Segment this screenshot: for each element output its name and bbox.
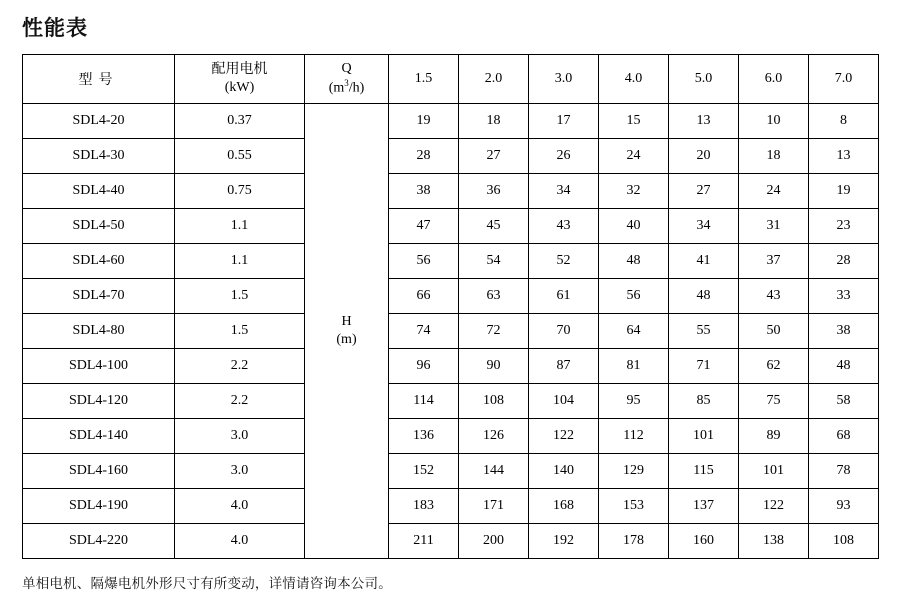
cell-head-1: 19 <box>389 104 459 139</box>
table-row <box>23 524 879 559</box>
cell-head-7: 58 <box>809 384 879 419</box>
cell-head-4: 153 <box>599 489 669 524</box>
cell-model: SDL4-60 <box>23 244 175 279</box>
cell-motor: 1.1 <box>175 209 305 244</box>
column-header-flow-unit: $(m^3/h)$ <box>328 78 365 96</box>
cell-motor: 2.2 <box>175 349 305 384</box>
column-header-flow-symbol: Q <box>341 60 352 76</box>
cell-head-7: 48 <box>809 349 879 384</box>
cell-model: SDL4-140 <box>23 419 175 454</box>
cell-head-4: 178 <box>599 524 669 559</box>
cell-head-6: 37 <box>739 244 809 279</box>
column-header-motor <box>175 55 305 104</box>
cell-head-3: 26 <box>529 139 599 174</box>
footnote: 单相电机、隔爆电机外形尺寸有所变动，详情请咨询本公司。 <box>22 576 392 591</box>
cell-head-4: 112 <box>599 419 669 454</box>
table-row <box>23 454 879 489</box>
cell-head-1: 66 <box>389 279 459 314</box>
cell-head-2: 90 <box>459 349 529 384</box>
cell-motor: 0.55 <box>175 139 305 174</box>
cell-head-7: 38 <box>809 314 879 349</box>
cell-model: SDL4-220 <box>23 524 175 559</box>
cell-head-3: 122 <box>529 419 599 454</box>
table-row <box>23 489 879 524</box>
cell-head-4: 15 <box>599 104 669 139</box>
cell-motor: 1.1 <box>175 244 305 279</box>
cell-motor: 4.0 <box>175 489 305 524</box>
header-row <box>23 55 879 104</box>
cell-model: SDL4-120 <box>23 384 175 419</box>
cell-head-3: 192 <box>529 524 599 559</box>
cell-head-6: 18 <box>739 139 809 174</box>
cell-head-7: 33 <box>809 279 879 314</box>
cell-head-1: 28 <box>389 139 459 174</box>
cell-head-6: 75 <box>739 384 809 419</box>
cell-head-5: 160 <box>669 524 739 559</box>
cell-motor: 1.5 <box>175 314 305 349</box>
cell-head-6: 122 <box>739 489 809 524</box>
cell-model: SDL4-30 <box>23 139 175 174</box>
cell-head-1: 38 <box>389 174 459 209</box>
cell-motor: 2.2 <box>175 384 305 419</box>
cell-head-6: 138 <box>739 524 809 559</box>
cell-head-3: 52 <box>529 244 599 279</box>
table-row <box>23 139 879 174</box>
cell-head-6: 31 <box>739 209 809 244</box>
cell-head-7: 23 <box>809 209 879 244</box>
column-header-motor-line1: 配用电机 <box>211 61 268 77</box>
cell-head-2: 27 <box>459 139 529 174</box>
cell-head-2: 108 <box>459 384 529 419</box>
cell-head-5: 41 <box>669 244 739 279</box>
cell-head-2: 126 <box>459 419 529 454</box>
cell-head-7: 28 <box>809 244 879 279</box>
performance-table <box>22 54 879 559</box>
cell-head-5: 85 <box>669 384 739 419</box>
cell-head-5: 34 <box>669 209 739 244</box>
cell-head-3: 104 <box>529 384 599 419</box>
cell-head-1: 152 <box>389 454 459 489</box>
column-header-flow-7: 7.0 <box>809 55 879 104</box>
table-row <box>23 209 879 244</box>
cell-head-6: 50 <box>739 314 809 349</box>
table-row <box>23 174 879 209</box>
cell-head-7: 68 <box>809 419 879 454</box>
cell-head-2: 63 <box>459 279 529 314</box>
cell-head-2: 171 <box>459 489 529 524</box>
cell-head-1: 74 <box>389 314 459 349</box>
cell-head-3: 61 <box>529 279 599 314</box>
cell-head-1: 136 <box>389 419 459 454</box>
cell-head-6: 43 <box>739 279 809 314</box>
cell-model: SDL4-50 <box>23 209 175 244</box>
cell-head-1: 47 <box>389 209 459 244</box>
column-header-flow-3: 3.0 <box>529 55 599 104</box>
head-label-symbol: H <box>341 313 352 329</box>
cell-head-1: 211 <box>389 524 459 559</box>
cell-head-2: 54 <box>459 244 529 279</box>
cell-head-6: 89 <box>739 419 809 454</box>
column-header-flow-6: 6.0 <box>739 55 809 104</box>
table-row <box>23 244 879 279</box>
cell-head-2: 45 <box>459 209 529 244</box>
cell-motor: 0.75 <box>175 174 305 209</box>
cell-motor: 3.0 <box>175 419 305 454</box>
cell-head-2: 18 <box>459 104 529 139</box>
column-header-flow <box>305 55 389 104</box>
cell-head-4: 56 <box>599 279 669 314</box>
page-title: 性能表 <box>22 17 88 40</box>
cell-head-5: 13 <box>669 104 739 139</box>
table-body <box>23 104 879 559</box>
column-header-flow-2: 2.0 <box>459 55 529 104</box>
cell-head-3: 140 <box>529 454 599 489</box>
cell-model: SDL4-80 <box>23 314 175 349</box>
cell-head-1: 114 <box>389 384 459 419</box>
cell-head-3: 43 <box>529 209 599 244</box>
cell-head-7: 108 <box>809 524 879 559</box>
cell-head-4: 24 <box>599 139 669 174</box>
cell-head-2: 144 <box>459 454 529 489</box>
cell-head-6: 62 <box>739 349 809 384</box>
cell-model: SDL4-190 <box>23 489 175 524</box>
cell-head-5: 20 <box>669 139 739 174</box>
cell-head-5: 71 <box>669 349 739 384</box>
cell-head-7: 8 <box>809 104 879 139</box>
cell-head-4: 95 <box>599 384 669 419</box>
cell-motor: 1.5 <box>175 279 305 314</box>
cell-head-2: 72 <box>459 314 529 349</box>
table-row <box>23 279 879 314</box>
table-row <box>23 314 879 349</box>
cell-head-4: 48 <box>599 244 669 279</box>
cell-model: SDL4-20 <box>23 104 175 139</box>
cell-motor: 0.37 <box>175 104 305 139</box>
cell-head-3: 17 <box>529 104 599 139</box>
cell-head-3: 87 <box>529 349 599 384</box>
column-header-flow-5: 5.0 <box>669 55 739 104</box>
cell-model: SDL4-160 <box>23 454 175 489</box>
cell-head-7: 78 <box>809 454 879 489</box>
cell-head-1: 183 <box>389 489 459 524</box>
cell-head-2: 36 <box>459 174 529 209</box>
cell-model: SDL4-100 <box>23 349 175 384</box>
cell-head-7: 19 <box>809 174 879 209</box>
cell-head-5: 115 <box>669 454 739 489</box>
cell-head-6: 10 <box>739 104 809 139</box>
cell-head-5: 48 <box>669 279 739 314</box>
cell-head-3: 168 <box>529 489 599 524</box>
cell-head-1: 96 <box>389 349 459 384</box>
cell-head-1: 56 <box>389 244 459 279</box>
table-row <box>23 419 879 454</box>
cell-head-3: 70 <box>529 314 599 349</box>
table-row <box>23 349 879 384</box>
cell-head-label <box>305 104 389 559</box>
cell-motor: 3.0 <box>175 454 305 489</box>
cell-head-5: 137 <box>669 489 739 524</box>
column-header-motor-line2: (kW) <box>224 80 255 95</box>
cell-head-4: 81 <box>599 349 669 384</box>
cell-model: SDL4-70 <box>23 279 175 314</box>
cell-head-5: 101 <box>669 419 739 454</box>
cell-head-5: 55 <box>669 314 739 349</box>
column-header-flow-1: 1.5 <box>389 55 459 104</box>
cell-head-4: 129 <box>599 454 669 489</box>
table-row <box>23 104 879 139</box>
cell-head-4: 64 <box>599 314 669 349</box>
cell-head-6: 24 <box>739 174 809 209</box>
cell-head-4: 32 <box>599 174 669 209</box>
cell-motor: 4.0 <box>175 524 305 559</box>
column-header-model: 型号 <box>23 55 175 104</box>
cell-head-5: 27 <box>669 174 739 209</box>
table-header <box>23 55 879 104</box>
cell-model: SDL4-40 <box>23 174 175 209</box>
cell-head-2: 200 <box>459 524 529 559</box>
column-header-flow-4: 4.0 <box>599 55 669 104</box>
cell-head-3: 34 <box>529 174 599 209</box>
cell-head-7: 13 <box>809 139 879 174</box>
cell-head-4: 40 <box>599 209 669 244</box>
table-row <box>23 384 879 419</box>
cell-head-7: 93 <box>809 489 879 524</box>
head-label-unit: (m) <box>336 332 357 347</box>
cell-head-6: 101 <box>739 454 809 489</box>
